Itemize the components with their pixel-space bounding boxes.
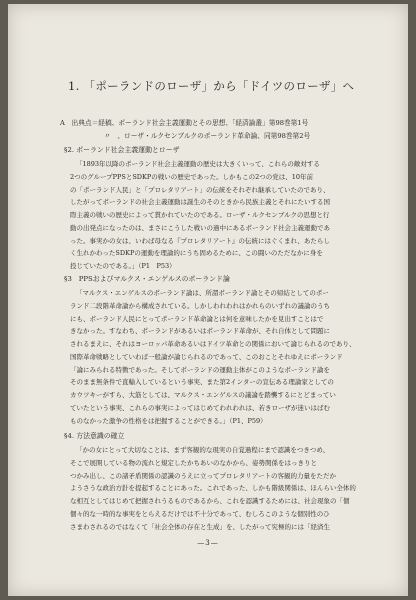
body-line: 際主義の戦いの歴史によって貫かれていたのである。ローザ・ルクセンブルクの思想と行 [70, 211, 330, 219]
body-line: したがってポーランドの社会主義運動は誕生のそのときから民族主義とそれにたいする国 [70, 198, 330, 207]
body-line: な相互としてはじめて把握されうるものであるから、これを認識するためには、社会現象の「個 [70, 497, 350, 505]
body-line: く生れかわったSDKPの運動を理論的にうち固めるために、この闘いのただなかに身を [70, 249, 323, 258]
body-line: 「1893年以降のポーランド社会主義運動の歴史は大きくいって、これらの敵対する [76, 160, 320, 168]
body-line: 動の出発点になったのは、まさにこうした戦いの過中にあるポーランド社会主義運動であ [70, 223, 330, 232]
body-line: そこで展開している物の流れと規定したかちあいのなかから、姿勢関係をはっきりと [70, 458, 317, 467]
body-line: されるまえに、それはヨーロッパ革命あるいはドイツ革命との関係において論じられるのであり、 [70, 340, 356, 348]
body-line: 「論にみられる特徴であった。そしてポーランドの運動主体がこのようなポーランド論を [70, 365, 330, 374]
body-line: カウツキーがすら、大筋としては、マルクス・エンゲルスの議論を踏襲するにとどまってい [70, 391, 336, 399]
body-line: ランド二段階革命論から構成されている。しかしわれわれはかれらのいずれの議論のうち [70, 301, 330, 310]
section-4-body [70, 444, 365, 533]
body-line: ようさうな政治方針を提起することにあった。これであった、しかも階級関係は、ほんらい全体的 [70, 484, 356, 493]
section-3-heading: §3 PPSおよびマルクス・エンゲルスのポーランド論 [64, 275, 230, 283]
section-2-body [70, 158, 365, 273]
document-page [8, 4, 408, 596]
body-line: そのまま無条件で直輸入しているという事実、また第2インターの宣伝ある理論家としての [70, 378, 334, 387]
body-line: 2つのグループPPSとSDKPの戦いの歴史であった。しかもこの2つの党は、10年前 [70, 172, 314, 181]
body-line: 国際革命戦略としていわば一般論が論じられるのであって、このおことそれゆえにポーランド [70, 352, 343, 361]
page-number: —3— [197, 539, 219, 547]
section-2-heading: §2. ポーランド社会主義運動とローザ [64, 146, 180, 154]
body-line: さまわされるのではなくて「社会全体の存在と生成」を、したがって究極的には「経済生 [70, 522, 330, 531]
page-title: 1. 「ポーランドのローザ」から「ドイツのローザ」へ [68, 79, 355, 93]
body-line: の「ポーランド人民」と「プロレタリアート」の伝統をそれぞれ継承していたのであり、 [70, 185, 330, 194]
section-3-body [70, 287, 365, 427]
body-line: きなかった。すなわち、ポーランドがあるいはポーランド革命が、それ自体として問題に [70, 327, 330, 336]
body-line: 投じていたのである。」（P1 P53） [70, 262, 176, 270]
body-line: った。事実かの女は、いわば母なる『プロレタリアート』の伝統にはぐくまれ、あたらし [70, 236, 330, 245]
body-line: にも、ポーランド人民にとってポーランド革命論とは何を意味したかを見出すことはで [70, 314, 324, 323]
source-citations [60, 117, 310, 143]
body-line: ものなかった激争の性格をは把握することができる。」（P1、P59） [70, 416, 267, 425]
body-line: 「かの女にとって大切なことは、まず客観的な現実の自覚過程にまで認識をつきつめ、 [76, 446, 330, 454]
body-line: 個々的な一時的な事実をとらえるだけでは不十分であって、むしろこのような個別性のひ [70, 509, 330, 518]
body-line: つかみ出し、この諸矛盾関係の認識のうえに立ってプロレタリアートの客観的力量をただか [70, 471, 337, 480]
body-line: 「マルクス・エンゲルスのポーランド論は、所謂ポーランド論とその帰結としてのポー [76, 289, 329, 297]
body-line: ていたという事実、これらの事実によってはじめてわれわれは、若きローザが迷いはばむ [70, 403, 330, 412]
section-4-heading: §4. 方法意識の確立 [64, 432, 125, 440]
source-line-2: 〃 、ローザ・ルクセンブルクのポーランド革命論、同第98巻第2号 [104, 132, 311, 140]
source-line-1: A 出典点＝経稿、ポーランド社会主義運動とその思想、「経済論叢」第98巻第1号 [60, 119, 309, 127]
